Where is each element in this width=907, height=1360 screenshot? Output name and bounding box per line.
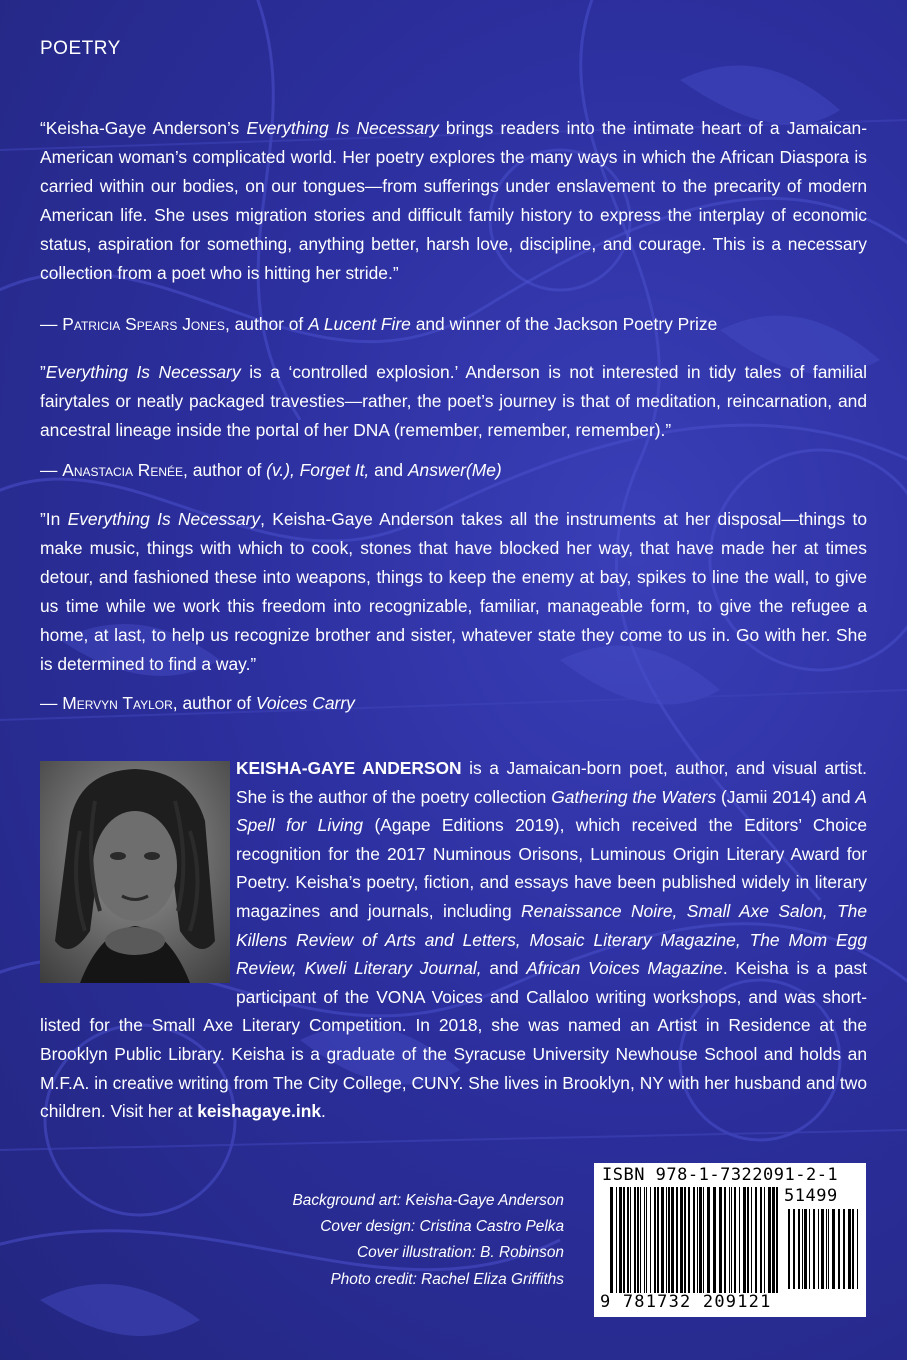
credit-cover-illustration: Cover illustration: B. Robinson bbox=[356, 1244, 564, 1261]
credit-background-art: Background art: Keisha-Gaye Anderson bbox=[292, 1192, 564, 1209]
reviewer-name: Anastacia Renée bbox=[62, 460, 184, 480]
isbn-number: ISBN 978-1-7322091-2-1 bbox=[602, 1165, 839, 1185]
blurb-quote-1: “Keisha-Gaye Anderson’s Everything Is Necessary brings readers into the intimate heart of a Jamaican-American woman’s complicated world. Her poetry explores the many ways in which the African Diaspora is carried within our bodies, on our tongues—from sufferings under enslavement to the precarity of modern American life. She uses migration stories and difficult family history to express the interplay of economic status, aspiration for something, anything better, harsh love, discipline, and courage. This is a necessary collection from a poet who is hitting her stride.” bbox=[40, 118, 867, 283]
book-title: Everything Is Necessary bbox=[67, 509, 261, 529]
reviewer-name: Mervyn Taylor bbox=[62, 693, 173, 713]
blurb-attribution-2: — Anastacia Renée, author of (v.), Forget It, and Answer(Me) bbox=[40, 460, 502, 480]
author-photo bbox=[40, 761, 230, 983]
isbn-barcode bbox=[594, 1163, 866, 1317]
author-bio: KEISHA-GAYE ANDERSON is a Jamaican-born poet, author, and visual artist. She is the author of the poetry collection Gathering the Waters (Jamii 2014) and A Spell for Living (Agape Editions 2019), which received the Editors’ Choice recognition for the 2017 Numinous Orisons, Luminous Origin Literary Award for Poetry. Keisha’s poetry, fiction, and essays have been published widely in literary magazines and journals, including Renaissance Noire, Small Axe Salon, The Killens Review of Arts and Letters, Mosaic Literary Magazine, The Mom Egg Review, Kweli Literary Journal, and African Voices Magazine. Keisha is a past participant of the VONA Voices and Callaloo writing workshops, and was short-listed for the Small Axe Literary Competition. In 2018, she was named an Artist in Residence at the Brooklyn Public Library. Keisha is a graduate of the Syracuse University Newhouse School and holds an M.F.A. in creative writing from The City College, CUNY. She lives in Brooklyn, NY with her husband and two children. Visit her at keishagaye.ink. bbox=[40, 758, 867, 1122]
author-website: keishagaye.ink bbox=[197, 1101, 321, 1122]
author-name: KEISHA-GAYE ANDERSON bbox=[236, 758, 462, 778]
blurb-quote-2: ”Everything Is Necessary is a ‘controlled explosion.’ Anderson is not interested in tidy tales of familial fairytales or neatly packaged travesties—rather, the poet’s journey is that of meditation, reincarnation, and ancestral lineage inside the portal of her DNA (remember, remember, remember).” bbox=[40, 362, 867, 440]
book-title: Everything Is Necessary bbox=[45, 362, 241, 382]
credit-photo: Photo credit: Rachel Eliza Griffiths bbox=[330, 1271, 564, 1288]
genre-label: POETRY bbox=[40, 38, 121, 59]
barcode-addon-number: 51499 bbox=[784, 1186, 838, 1206]
credit-cover-design: Cover design: Cristina Castro Pelka bbox=[320, 1218, 564, 1235]
reviewer-name: Patricia Spears Jones bbox=[62, 314, 225, 334]
blurb-quote-3: ”In Everything Is Necessary, Keisha-Gaye Anderson takes all the instruments at her disposal—things to make music, things with which to cook, stones that have blocked her way, that have made her at times detour, and fashioned these into weapons, things to keep the enemy at bay, spikes to line the wall, to give us time while we work this freedom into recognizable, familiar, manageable form, to give the refugee a home, at last, to help us recognize brother and sister, whatever state they come to us in. Go with her. She is determined to find a way.” bbox=[40, 509, 867, 674]
blurb-attribution-1: — Patricia Spears Jones, author of A Lucent Fire and winner of the Jackson Poetry Prize bbox=[40, 314, 718, 334]
barcode-addon-bars bbox=[788, 1209, 858, 1309]
book-title: Everything Is Necessary bbox=[246, 118, 439, 138]
blurb-attribution-3: — Mervyn Taylor, author of Voices Carry bbox=[40, 693, 355, 713]
barcode-bars bbox=[610, 1187, 778, 1293]
ean-number: 9 781732 209121 bbox=[600, 1292, 772, 1312]
